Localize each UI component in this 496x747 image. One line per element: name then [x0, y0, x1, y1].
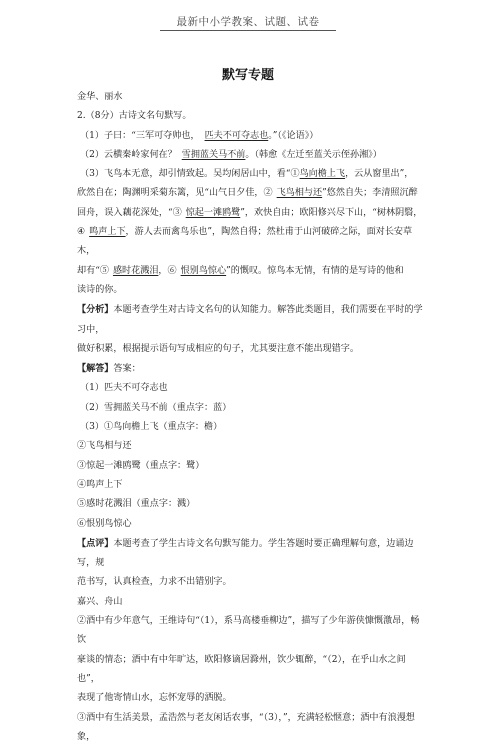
question-paragraph-3-line-6: 读诗的你。: [77, 281, 423, 300]
body-line: ③酒中有生活美景，孟浩然与老友闲话农事，“（3），”，充满轻松惬意；酒中有浪漫想象，: [77, 709, 423, 747]
analysis-line-1: 【分析】本题考查学生对古诗文名句的认知能力。解答此类题目，我们需要在平时的学习中，: [77, 300, 423, 340]
question-line-1: （1）子曰：“三军可夺帅也， 匹夫不可夺志也。”（《论语》）: [77, 127, 423, 146]
answer-1: 匹夫不可夺志也: [205, 131, 269, 141]
comment-line-1: 【点评】本题考查了学生古诗文名句默写能力。学生答题时要正确理解句意，边诵边写，规: [77, 534, 423, 574]
answer-item: ⑥恨别鸟惊心: [77, 515, 423, 534]
region-label: 嘉兴、舟山: [77, 593, 423, 612]
answer-heading: 【解答】答案：: [77, 359, 423, 379]
question-line-2: （2）云横秦岭家何在？ 雪拥蓝关马不前。（韩愈《左迁至蓝关示侄孙湘》）: [77, 146, 423, 165]
answer-3-5: 感时花溅泪: [113, 266, 158, 276]
page-header: 最新中小学教案、试题、试卷: [0, 14, 496, 29]
question-paragraph-3-line-2: 欣然自在；陶渊明采菊东篱，见“山气日夕佳，② 飞鸟相与还”悠然自失；李清照沉醉: [77, 184, 423, 203]
answer-2: 雪拥蓝关马不前: [182, 150, 246, 160]
answer-item: （2）雪拥蓝关马不前（重点字：蓝）: [77, 399, 423, 418]
page-title: 默写专题: [0, 64, 496, 83]
answer-3-3: 惊起一滩鸥鹭: [186, 208, 241, 218]
question-stem: 2.（8分）古诗文名句默写。: [77, 107, 423, 126]
answer-3-1: 鸟向檐上飞: [300, 169, 345, 179]
answer-3-4: 鸣声上下: [89, 227, 125, 237]
question-paragraph-3: （3）飞鸟本无意，却引情致起。吴均闲居山中，看“①鸟向檐上飞，云从窗里出”，: [77, 165, 423, 184]
comment-line-2: 范书写，认真检查，力求不出错别字。: [77, 573, 423, 592]
region-label: 金华、丽水: [77, 88, 423, 107]
question-paragraph-3-line-3: 回舟，误入藕花深处，“③ 惊起一滩鸥鹭”，欢快自由；欧阳修兴尽下山，“树林阴翳，: [77, 204, 423, 223]
comment-label: 【点评】: [77, 538, 113, 549]
question-paragraph-3-line-5: 却有“⑤ 感时花溅泪，⑥ 恨别鸟惊心”的慨叹。惊鸟本无情，有情的是写诗的他和: [77, 262, 423, 281]
answer-item: ③惊起一滩鸥鹭（重点字：鹭）: [77, 457, 423, 476]
analysis-label: 【分析】: [77, 304, 113, 315]
body-line: 表现了他寄情山水，忘怀宠辱的洒脱。: [77, 689, 423, 708]
answer-item: ②飞鸟相与还: [77, 437, 423, 456]
answer-item: ⑤感时花溅泪（重点字：溅）: [77, 495, 423, 514]
analysis-line-2: 做好积累，根据提示语句写成相应的句子，尤其要注意不能出现错字。: [77, 340, 423, 359]
answer-item: （1）匹夫不可夺志也: [77, 379, 423, 398]
answer-label: 【解答】: [77, 363, 113, 374]
body-line: ②酒中有少年意气，王维诗句“（1），系马高楼垂柳边”，描写了少年游侠慷慨激昂，畅饮: [77, 612, 423, 651]
body-line: 豪谈的情态；酒中有中年旷达，欧阳修谪居滁州，饮少辄醉，“（2），在乎山水之间也”，: [77, 651, 423, 690]
answer-item: ④鸣声上下: [77, 476, 423, 495]
question-paragraph-3-line-4: ④ 鸣声上下，游人去而禽鸟乐也”，陶然自得；然杜甫于山河破碎之际，面对长安草木，: [77, 223, 423, 262]
answer-item: （3）①鸟向檐上飞（重点字：檐）: [77, 418, 423, 437]
header-rule: [160, 30, 336, 31]
document-body: [77, 88, 423, 747]
answer-3-2: 飞鸟相与还: [277, 188, 322, 198]
answer-3-6: 恨别鸟惊心: [181, 266, 226, 276]
